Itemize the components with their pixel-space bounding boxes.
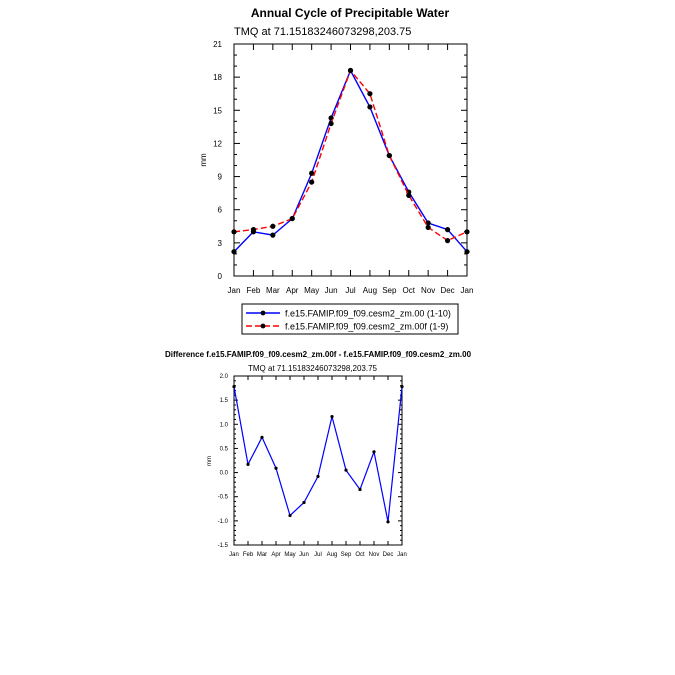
x-tick-label: Aug [326,552,338,558]
x-tick-label: Mar [265,286,280,295]
y-tick-label: 0 [217,272,222,281]
series-1-marker [246,463,249,466]
chart1-legend [242,304,458,334]
chart2-subtitle: TMQ at 71.15183246073298,203.75 [248,364,377,373]
series-2-line [234,71,467,241]
x-tick-label: Jan [227,286,241,295]
y-tick-label: -1.0 [217,518,228,525]
x-tick-label: Jan [397,552,407,558]
series-2-marker [445,238,450,243]
series-2-marker [270,224,275,229]
x-tick-label: Feb [246,286,261,295]
x-tick-label: Aug [362,286,378,295]
series-1-marker [288,514,291,517]
x-tick-label: Jun [324,286,338,295]
chart2-frame [234,376,402,545]
series-1-marker [260,436,263,439]
chart1-plot-area [213,40,473,295]
series-1-marker [232,385,235,388]
y-tick-label: 1.0 [219,422,228,429]
x-tick-label: Jul [345,286,356,295]
series-1-marker [302,501,305,504]
y-tick-label: 15 [213,106,222,116]
legend-series-1-label: f.e15.FAMIP.f09_f09.cesm2_zm.00 (1-10) [285,308,451,319]
chart1-subtitle: TMQ at 71.15183246073298,203.75 [234,26,412,38]
chart1-frame [234,44,467,276]
series-1-marker [344,469,347,472]
x-tick-label: Feb [242,552,254,558]
x-tick-label: Oct [355,552,365,558]
series-1-line [234,71,467,252]
series-2-marker [251,227,256,232]
series-2-marker [426,225,431,230]
series-1-marker [358,488,361,491]
x-tick-label: May [284,552,296,558]
series-1-marker [386,520,389,523]
series-1-marker [464,249,469,254]
series-2-marker [328,121,333,126]
series-2-marker [387,153,392,158]
chart1-title: Annual Cycle of Precipitable Water [250,6,450,20]
series-1-marker [270,233,275,238]
legend-series-2-marker [261,324,266,329]
series-1-marker [316,475,319,478]
chart2-plot-area [218,374,407,558]
y-tick-label: 0.0 [219,470,228,477]
y-tick-label: -1.5 [217,543,228,549]
x-tick-label: Jan [460,286,474,295]
x-tick-label: Oct [402,286,415,295]
chart1-ylabel: mm [199,153,208,167]
y-tick-label: -0.5 [217,494,228,501]
series-2-marker [464,229,469,234]
series-1-marker [400,385,403,388]
x-tick-label: Jun [299,552,309,558]
series-1-marker [231,249,236,254]
y-tick-label: 21 [213,40,222,49]
series-2-marker [348,68,353,73]
x-tick-label: Dec [382,552,394,558]
series-2-marker [367,91,372,96]
series-1-marker [367,104,372,109]
series-2-marker [231,229,236,234]
chart2-title: Difference f.e15.FAMIP.f09_f09.cesm2_zm.00f - f.e15.FAMIP.f09_f09.cesm2_zm.00 [164,350,472,359]
series-1-marker [445,227,450,232]
legend-series-1-marker [261,311,266,316]
y-tick-label: 9 [217,172,222,182]
y-tick-label: 0.5 [219,446,228,453]
x-tick-label: Nov [421,286,436,295]
series-1-line [234,387,402,522]
x-tick-label: Jan [229,552,239,558]
x-tick-label: Sep [340,552,352,558]
x-tick-label: Mar [256,552,268,558]
series-1-marker [372,450,375,453]
x-tick-label: Dec [440,286,455,295]
series-1-marker [330,415,333,418]
y-tick-label: 2.0 [219,374,228,380]
y-tick-label: 12 [213,139,222,149]
x-tick-label: Sep [382,286,397,295]
legend-series-2-label: f.e15.FAMIP.f09_f09.cesm2_zm.00f (1-9) [285,321,449,332]
series-2-marker [309,179,314,184]
x-tick-label: Jul [314,552,322,558]
series-2-marker [290,216,295,221]
series-1-marker [274,467,277,470]
chart2-ylabel: mm [207,456,213,466]
x-tick-label: Apr [271,552,281,558]
x-tick-label: Nov [368,552,380,558]
y-tick-label: 1.5 [219,398,228,405]
y-tick-label: 3 [217,238,222,248]
x-tick-label: May [304,286,320,295]
series-2-marker [406,193,411,198]
y-tick-label: 18 [213,73,222,83]
x-tick-label: Apr [286,286,299,295]
y-tick-label: 6 [217,205,222,215]
